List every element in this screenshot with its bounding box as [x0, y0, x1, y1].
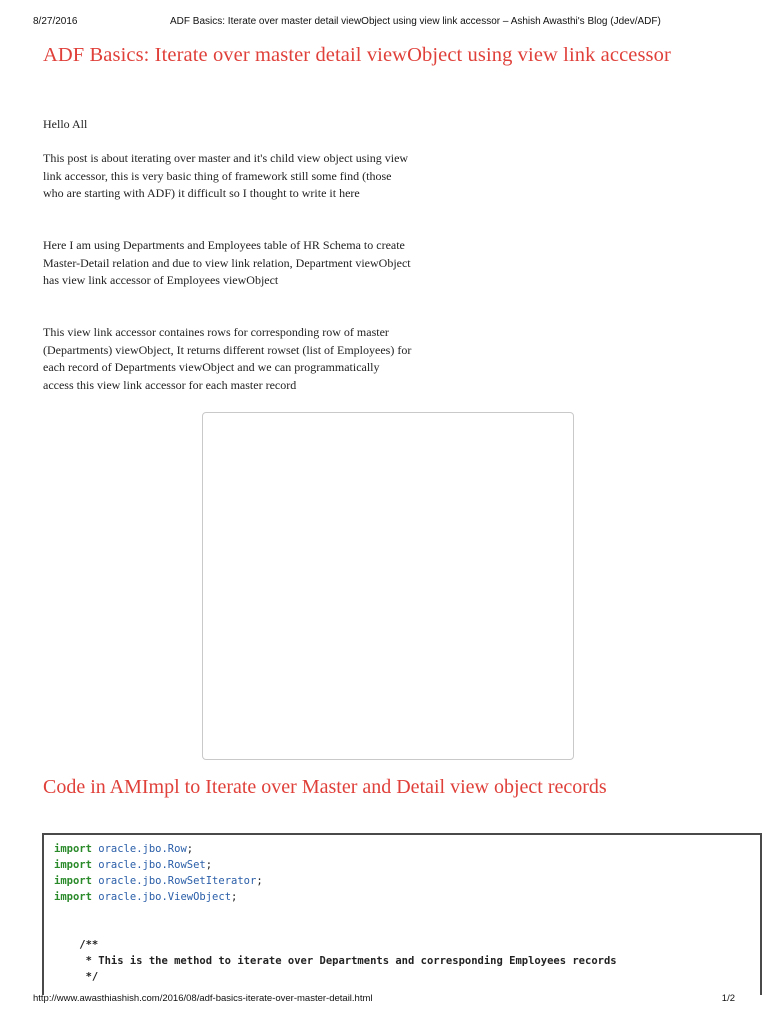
print-header [0, 16, 768, 30]
import-line: import oracle.jbo.RowSetIterator; [54, 875, 263, 887]
print-footer [0, 993, 768, 1007]
import-line: import oracle.jbo.ViewObject; [54, 891, 238, 903]
import-line: import oracle.jbo.RowSet; [54, 859, 213, 871]
page-url: http://www.awasthiashish.com/2016/08/adf-basics-iterate-over-master-detail.html [33, 993, 373, 1004]
page-number: 1/2 [721, 993, 735, 1004]
import-line: import oracle.jbo.Row; [54, 843, 194, 855]
code-block [42, 833, 762, 995]
paragraph-accessor: This view link accessor containes rows for corresponding row of master (Departments) viewObject, It returns different rowset (list of Employees) for each record of Departments viewObject and we can programmatically access this view link accessor for each master record [43, 325, 412, 392]
comment-open: /** [54, 939, 99, 951]
print-date: 8/27/2016 [33, 16, 78, 27]
comment-body: * This is the method to iterate over Departments and corresponding Employees records [54, 955, 617, 967]
section-title: Code in AMImpl to Iterate over Master and Detail view object records [43, 776, 607, 798]
paragraph-greeting: Hello All [43, 117, 88, 131]
comment-close: */ [54, 971, 99, 983]
image-placeholder [202, 412, 574, 760]
code-content [44, 835, 760, 985]
post-title: ADF Basics: Iterate over master detail viewObject using view link accessor [43, 44, 671, 66]
paragraph-schema: Here I am using Departments and Employees table of HR Schema to create Master-Detail relation and due to view link relation, Department viewObject has view link accessor of Employees viewObject [43, 238, 411, 287]
paragraph-intro: This post is about iterating over master and it's child view object using view link accessor, this is very basic thing of framework still some find (those who are starting with ADF) it difficult so I thought to write it here [43, 151, 409, 200]
print-page-title: ADF Basics: Iterate over master detail viewObject using view link accessor – Ashish Awasthi's Blog (Jdev/ADF) [170, 16, 661, 27]
